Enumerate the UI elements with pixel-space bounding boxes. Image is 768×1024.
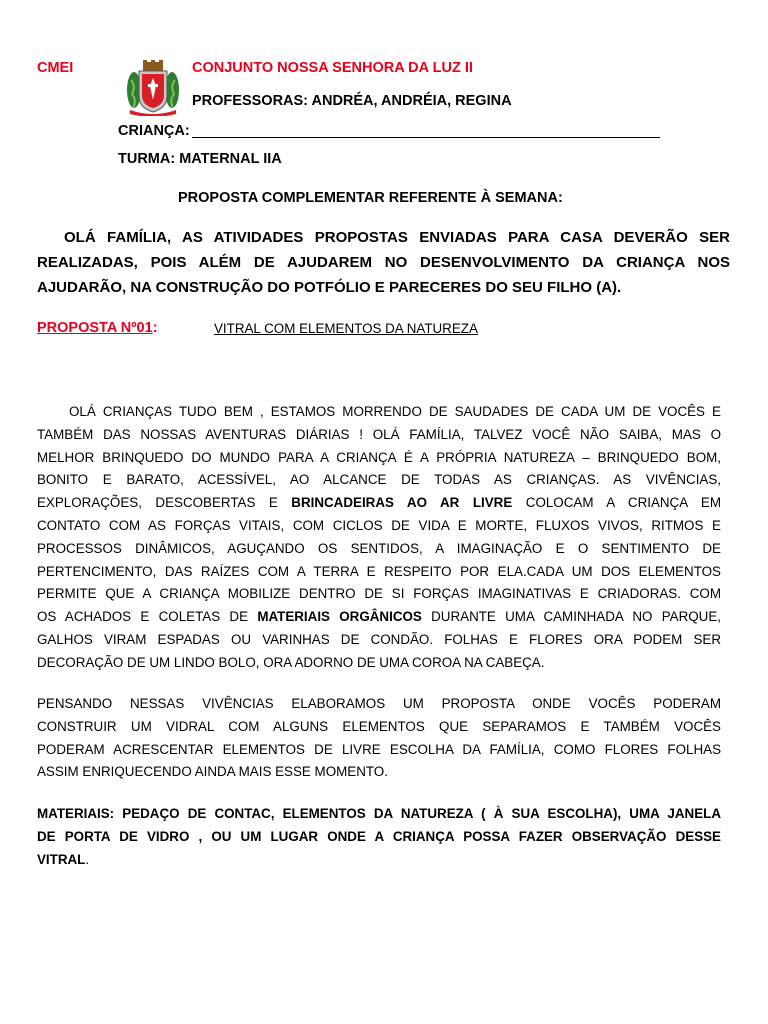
text-line	[37, 492, 721, 515]
proposal-label: PROPOSTA Nº01	[37, 320, 153, 336]
text-line: ASSIM ENRIQUECENDO AINDA MAIS ESSE MOMENTO.	[37, 764, 388, 780]
city-coat-of-arms-icon	[126, 60, 180, 116]
text-line	[37, 848, 721, 871]
proposal-paragraph	[37, 693, 721, 784]
cmei-label: CMEI	[37, 60, 74, 76]
intro-paragraph	[37, 225, 730, 300]
text-segment: DURANTE UMA CAMINHADA NO PARQUE,	[421, 609, 721, 625]
school-name: CONJUNTO NOSSA SENHORA DA LUZ II	[192, 60, 473, 76]
children-paragraph	[37, 401, 721, 675]
text-line: PODERAM ACRESCENTAR ELEMENTOS DE LIVRE ESCOLHA DA FAMÍLIA, COMO FLORES FOLHAS	[37, 741, 721, 757]
text-segment: VITRAL	[37, 852, 86, 867]
proposal-colon: :	[152, 320, 158, 336]
text-line: DE PORTA DE VIDRO , OU UM LUGAR ONDE A CRIANÇA POSSA FAZER OBSERVAÇÃO DESSE	[37, 829, 721, 844]
text-line: TAMBÉM DAS NOSSAS AVENTURAS DIÁRIAS ! OLÁ FAMÍLIA, TALVEZ VOCÊ NÃO SAIBA, MAS O	[37, 426, 721, 442]
text-line: CONSTRUIR UM VIDRAL COM ALGUNS ELEMENTOS QUE SEPARAMOS E TAMBÉM VOCÊS	[37, 718, 721, 734]
proposal-heading	[37, 320, 158, 336]
text-line	[37, 606, 721, 629]
intro-line: OLÁ FAMÍLIA, AS ATIVIDADES PROPOSTAS ENVIADAS PARA CASA DEVERÃO SER	[64, 229, 730, 246]
text-segment: OS ACHADOS E COLETAS DE	[37, 609, 258, 625]
child-label: CRIANÇA:	[118, 123, 190, 139]
text-line: MATERIAIS: PEDAÇO DE CONTAC, ELEMENTOS DA NATUREZA ( À SUA ESCOLHA), UMA JANELA	[37, 806, 721, 821]
bold-phrase: MATERIAIS ORGÂNICOS	[257, 609, 422, 625]
text-line: PENSANDO NESSAS VIVÊNCIAS ELABORAMOS UM PROPOSTA ONDE VOCÊS PODERAM	[37, 696, 721, 711]
intro-line: AJUDARÃO, NA CONSTRUÇÃO DO POTFÓLIO E PARECERES DO SEU FILHO (A).	[37, 279, 622, 296]
text-segment: EXPLORAÇÕES, DESCOBERTAS E	[37, 495, 292, 511]
materials-paragraph	[37, 802, 721, 871]
text-line: BONITO E BARATO, ACESSÍVEL, AO ALCANCE DE TODAS AS CRIANÇAS. AS VIVÊNCIAS,	[37, 472, 721, 488]
intro-line: REALIZADAS, POIS ALÉM DE AJUDAREM NO DESENVOLVIMENTO DA CRIANÇA NOS	[37, 254, 730, 271]
section-title: PROPOSTA COMPLEMENTAR REFERENTE À SEMANA:	[178, 190, 563, 206]
text-segment: COLOCAM A CRIANÇA EM	[512, 495, 721, 511]
proposal-title: VITRAL COM ELEMENTOS DA NATUREZA	[214, 321, 478, 336]
text-line: DECORAÇÃO DE UM LINDO BOLO, ORA ADORNO DE UMA COROA NA CABEÇA.	[37, 654, 545, 670]
bold-phrase: BRINCADEIRAS AO AR LIVRE	[291, 495, 513, 511]
text-segment: .	[85, 852, 90, 867]
teachers-line: PROFESSORAS: ANDRÉA, ANDRÉIA, REGINA	[192, 93, 512, 109]
text-line: PERMITE QUE A CRIANÇA MOBILIZE DENTRO DE SI FORÇAS IMAGINATIVAS E CRIADORAS. COM	[37, 586, 721, 602]
text-line: GALHOS VIRAM ESPADAS OU VARINHAS DE CONDÃO. FOLHAS E FLORES ORA PODEM SER	[37, 631, 721, 647]
text-line: PERTENCIMENTO, DAS RAÍZES COM A TERRA E RESPEITO POR ELA.CADA UM DOS ELEMENTOS	[37, 563, 721, 579]
text-line: PROCESSOS DINÂMICOS, AGUÇANDO OS SENTIDOS, A IMAGINAÇÃO E O SENTIMENTO DE	[37, 540, 721, 556]
class-label: TURMA: MATERNAL IIA	[118, 151, 282, 167]
text-line: OLÁ CRIANÇAS TUDO BEM , ESTAMOS MORRENDO DE SAUDADES DE CADA UM DE VOCÊS E	[69, 404, 721, 419]
text-line: MELHOR BRINQUEDO DO MUNDO PARA A CRIANÇA É A PRÓPRIA NATUREZA – BRINQUEDO BOM,	[37, 449, 721, 465]
child-name-field[interactable]	[192, 137, 660, 138]
text-line: CONTATO COM AS FORÇAS VITAIS, COM CICLOS DE VIDA E MORTE, FLUXOS VIVOS, RITMOS E	[37, 517, 721, 533]
